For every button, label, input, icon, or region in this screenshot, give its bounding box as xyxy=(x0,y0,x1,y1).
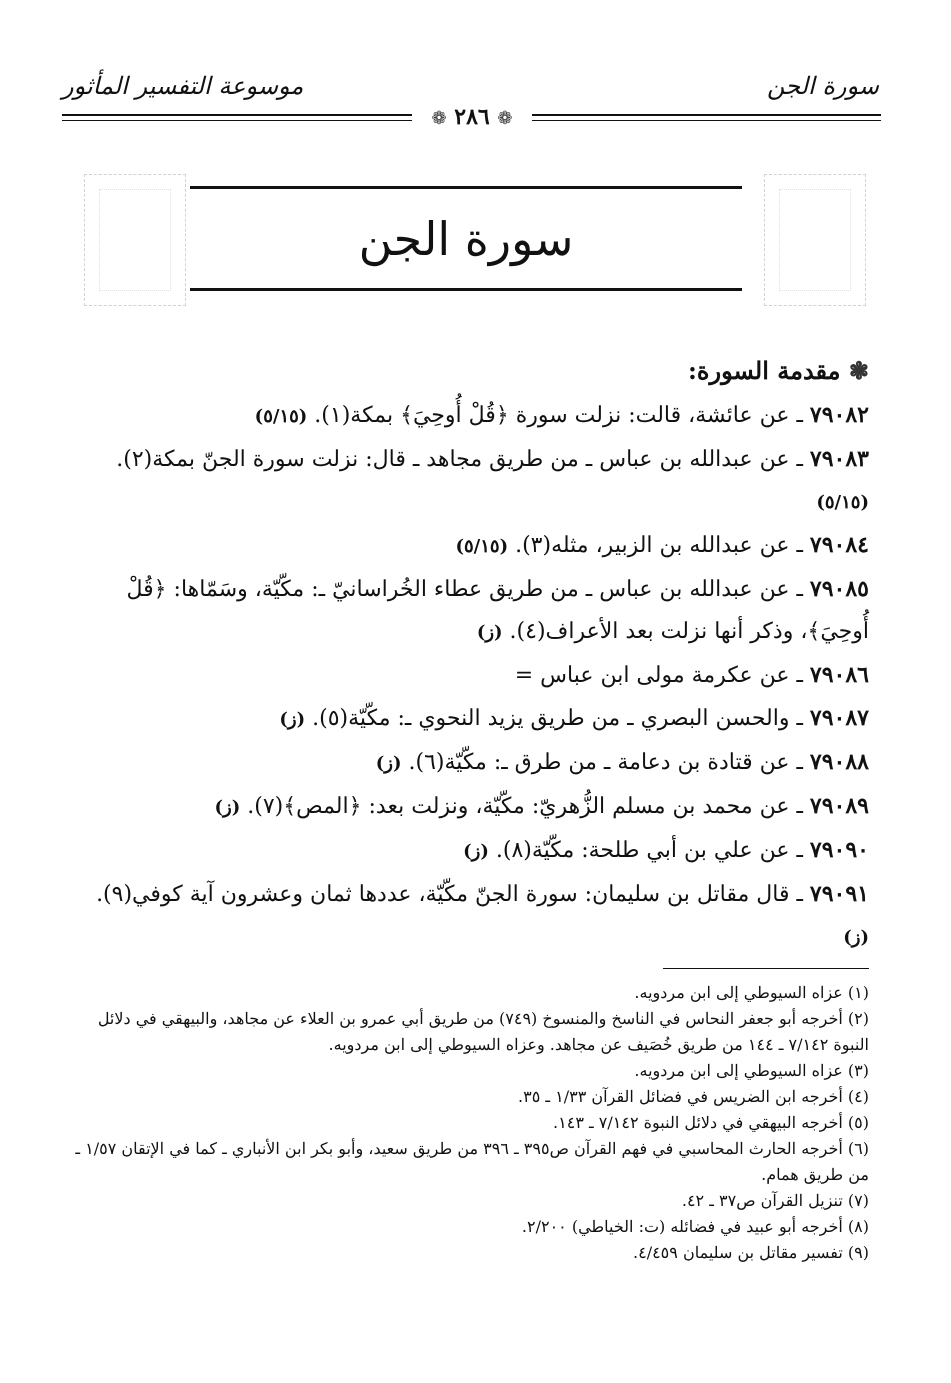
decorative-frame-left xyxy=(84,174,186,306)
footnote: (٣) عزاه السيوطي إلى ابن مردويه. xyxy=(634,1061,869,1080)
page-number-box xyxy=(412,104,532,130)
narration-entry xyxy=(70,524,869,568)
ornament-icon: ❁ xyxy=(497,108,513,129)
entry-number: ٧٩٠٩١ xyxy=(809,881,869,907)
page-number: ٢٨٦ xyxy=(454,104,490,130)
entry-text: ـ عن عائشة، قالت: نزلت سورة ﴿قُلْ أُوحِيَ﴾ بمكة(١). xyxy=(307,403,810,428)
entry-reference: (ز) xyxy=(214,797,241,818)
footnote: (٦) أخرجه الحارث المحاسبي في فهم القرآن ص٣٩٥ ـ ٣٩٦ من طريق سعيد، وأبو بكر ابن الأنباري ـ كما في الإتقان ١/٥٧ ـ من طريق همام. xyxy=(75,1139,869,1184)
entry-reference: (ز) xyxy=(843,927,869,948)
footnote: (٥) أخرجه البيهقي في دلائل النبوة ٧/١٤٢ ـ ١٤٣. xyxy=(553,1113,869,1132)
section-heading xyxy=(70,350,869,392)
narration-entry xyxy=(70,568,869,654)
decorative-frame-right xyxy=(764,174,866,306)
narration-entry xyxy=(70,785,869,829)
footnote: (٤) أخرجه ابن الضريس في فضائل القرآن ١/٣٣ ـ ٣٥. xyxy=(518,1087,869,1106)
entry-text: ـ عن عبدالله بن الزبير، مثله(٣). xyxy=(508,533,810,558)
footnote: (١) عزاه السيوطي إلى ابن مردويه. xyxy=(634,983,869,1002)
entry-reference: (ز) xyxy=(279,709,306,730)
entry-number: ٧٩٠٨٥ xyxy=(809,576,869,602)
running-header-book-title: موسوعة التفسير المأثور xyxy=(62,72,304,100)
footnote: (٨) أخرجه أبو عبيد في فضائله (ت: الخياطي) ٢/٢٠٠. xyxy=(521,1217,869,1236)
entry-reference: (٥/١٥) xyxy=(816,492,869,513)
title-rule-bottom xyxy=(190,288,742,291)
flower-ornament-icon: ❃ xyxy=(848,356,869,385)
entry-reference: (ز) xyxy=(476,622,503,643)
entry-number: ٧٩٠٨٢ xyxy=(809,402,869,428)
entry-text: ـ عن عبدالله بن عباس ـ من طريق عطاء الخُراسانيّ ـ: مكّيّة، وسَمّاها: ﴿قُلْ أُوحِيَ﴾، وذكر أنها نزلت بعد الأعراف(٤). xyxy=(126,577,869,644)
section-heading-label: مقدمة السورة: xyxy=(688,356,841,385)
narration-entry xyxy=(70,873,869,959)
narration-entry xyxy=(70,697,869,741)
entry-text: ـ قال مقاتل بن سليمان: سورة الجنّ مكّيّة، عددها ثمان وعشرون آية كوفي(٩). xyxy=(96,882,810,907)
narration-entry xyxy=(70,741,869,785)
entry-reference: (ز) xyxy=(375,753,402,774)
entry-text: ـ عن علي بن أبي طلحة: مكّيّة(٨). xyxy=(488,838,810,863)
entry-text: ـ عن عبدالله بن عباس ـ من طريق مجاهد ـ قال: نزلت سورة الجنّ بمكة(٢). xyxy=(116,447,810,472)
entry-number: ٧٩٠٨٧ xyxy=(809,705,869,731)
entry-number: ٧٩٠٨٤ xyxy=(809,532,869,558)
entry-text: ـ عن عكرمة مولى ابن عباس = xyxy=(514,663,810,688)
entry-number: ٧٩٠٨٨ xyxy=(809,749,869,775)
entry-number: ٧٩٠٨٩ xyxy=(809,793,869,819)
narration-entry xyxy=(70,394,869,438)
entry-text: ـ عن محمد بن مسلم الزُّهريّ: مكّيّة، ونزلت بعد: ﴿المص﴾(٧). xyxy=(240,794,810,819)
entry-reference: (٥/١٥) xyxy=(254,406,308,427)
footnote: (٧) تنزيل القرآن ص٣٧ ـ ٤٢. xyxy=(681,1191,869,1210)
running-header-surah-name: سورة الجن xyxy=(766,72,879,100)
entry-text: ـ عن قتادة بن دعامة ـ من طرق ـ: مكّيّة(٦). xyxy=(401,750,810,775)
footnotes xyxy=(70,980,869,1266)
entry-reference: (ز) xyxy=(463,841,489,862)
ornament-icon: ❁ xyxy=(431,108,447,129)
entry-number: ٧٩٠٨٣ xyxy=(809,446,869,472)
entry-number: ٧٩٠٩٠ xyxy=(809,837,869,863)
main-text xyxy=(70,350,869,959)
entry-reference: (٥/١٥) xyxy=(455,536,509,557)
surah-title: سورة الجن xyxy=(358,212,574,266)
entry-text: ـ والحسن البصري ـ من طريق يزيد النحوي ـ: مكّيّة(٥). xyxy=(305,706,810,731)
footnote: (٢) أخرجه أبو جعفر النحاس في الناسخ والمنسوخ (٧٤٩) من طريق أبي عمرو بن العلاء عن مجاهد، والبيهقي في دلائل النبوة ٧/١٤٢ ـ ١٤٤ من طريق خُصَيف عن مجاهد. وعزاه السيوطي إلى ابن مردويه. xyxy=(97,1009,869,1054)
title-rule-top xyxy=(190,186,742,189)
footnote-separator xyxy=(663,968,869,969)
narration-entry xyxy=(70,829,869,873)
narration-entry xyxy=(70,654,869,697)
footnote: (٩) تفسير مقاتل بن سليمان ٤/٤٥٩. xyxy=(633,1243,869,1262)
entry-number: ٧٩٠٨٦ xyxy=(809,662,869,688)
narration-entry xyxy=(70,438,869,524)
